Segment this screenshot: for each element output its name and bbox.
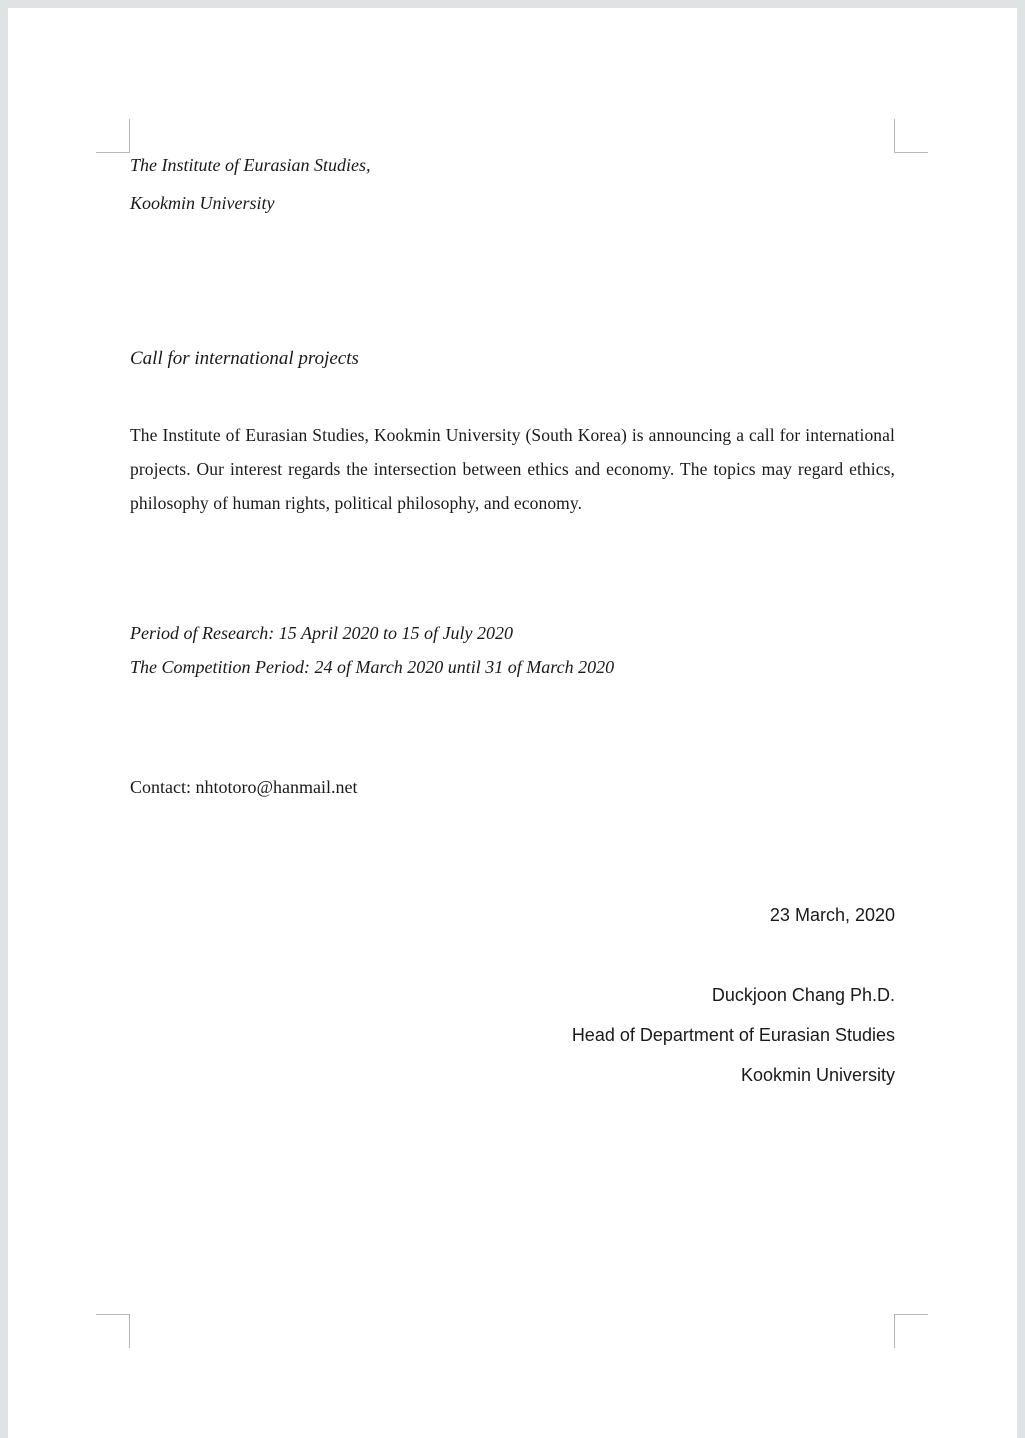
period-of-research: Period of Research: 15 April 2020 to 15 of July 2020	[130, 623, 513, 643]
header-university: Kookmin University	[130, 193, 275, 213]
margin-corner-top-right	[894, 119, 928, 153]
signature-institution: Kookmin University	[740, 1065, 895, 1085]
margin-corner-bottom-left	[96, 1314, 130, 1348]
body-paragraph: The Institute of Eurasian Studies, Kookmin University (South Korea) is announcing a call for international projects. Our interest regards the intersection between ethics and economy. The topics may regard ethics, philosophy of human rights, political philosophy, and economy.	[130, 425, 895, 513]
contact-line: Contact: nhtotoro@hanmail.net	[130, 777, 358, 797]
margin-corner-top-left	[96, 119, 130, 153]
document-page	[8, 8, 1017, 1438]
signature-position: Head of Department of Eurasian Studies	[571, 1025, 895, 1045]
header-institute: The Institute of Eurasian Studies,	[130, 155, 371, 175]
competition-period: The Competition Period: 24 of March 2020 until 31 of March 2020	[130, 657, 615, 677]
signature-name: Duckjoon Chang Ph.D.	[711, 985, 895, 1005]
document-title: Call for international projects	[130, 348, 359, 369]
document-date: 23 March, 2020	[769, 905, 895, 925]
margin-corner-bottom-right	[894, 1314, 928, 1348]
